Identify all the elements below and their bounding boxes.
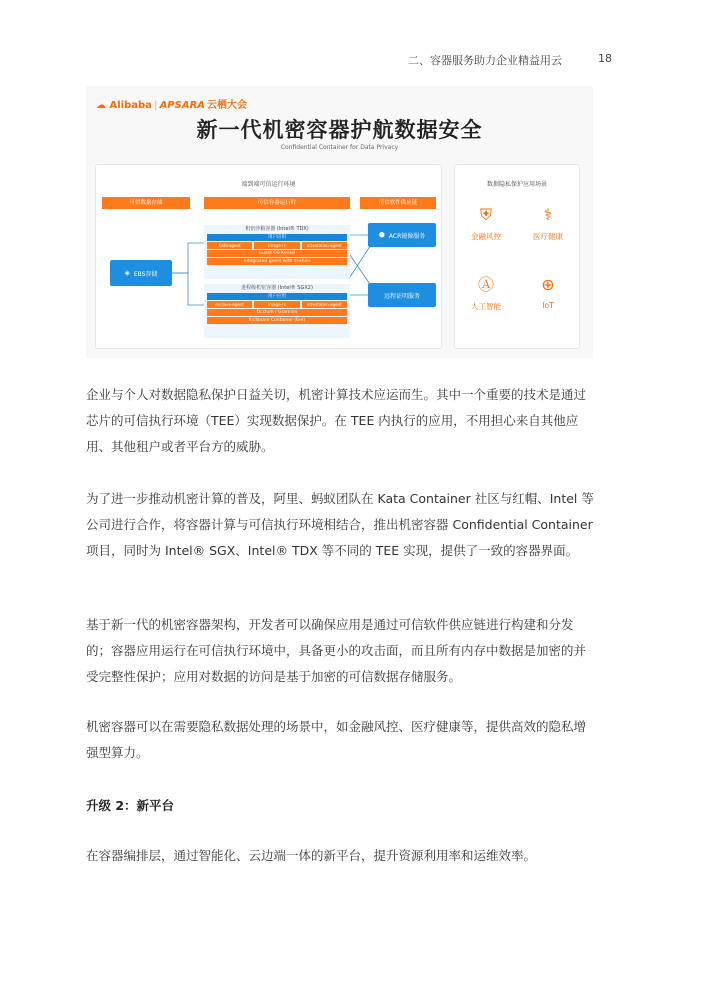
page-number: 18 [598, 52, 612, 65]
ebs-storage: ◈ EBS存储 [110, 260, 172, 286]
figure-subtitle: Confidential Container for Data Privacy [280, 144, 399, 151]
sgx-sandbox-label: 进程级机密容器 (Intel® SGX2) [241, 285, 313, 291]
paragraph-4: 机密容器可以在需要隐私数据处理的场景中，如金融风控、医疗健康等，提供高效的隐私增强型算力。 [86, 719, 587, 760]
remote-attestation-service: 远程证明服务 [368, 283, 436, 307]
right-panel-title: 数据隐私保护应用场景 [486, 181, 547, 188]
scenario-iot: ⊕ IoT [517, 275, 579, 310]
scenario-finance: ⛨ 金融风控 [455, 205, 517, 242]
sgx-agent-1: enclave-agent [207, 301, 252, 308]
tdx-agent-1: Kata-agent [207, 242, 252, 249]
acr-image-service: ⬢ ACR镜像服务 [368, 223, 436, 247]
sgx-sandbox [204, 284, 350, 338]
tdx-kernel: Guest OS Kernel [207, 250, 347, 257]
sgx-container: Inclavare Container (tee) [207, 317, 347, 324]
tdx-firmware: Integrated guest with in-shim [207, 258, 347, 265]
dna-icon: ⚕ [543, 205, 553, 224]
ai-chip-icon: Ⓐ [477, 275, 494, 294]
sgx-user-app: 用户应用 [207, 293, 347, 300]
tdx-agents [207, 242, 347, 249]
tdx-agent-3: attestation-agent [302, 242, 347, 249]
paragraph-3: 基于新一代的机密容器架构，开发者可以确保应用是通过可信软件供应链进行构建和分发的；容器应用运行在可信执行环境中，具备更小的攻击面，而且所有内存中数据是加密的并受完整性保护；应用对数据的访问是基于加密的可信数据存储服务。 [86, 617, 587, 684]
sgx-agent-2: image-rs [254, 301, 299, 308]
scenario-healthcare: ⚕ 医疗健康 [517, 205, 579, 242]
trusted-supply-chain-bar: 可信软件供应链 [360, 197, 436, 209]
sgx-agents [207, 301, 347, 308]
yunqi-logo: 云栖大会 [207, 100, 248, 111]
tdx-sandbox [204, 225, 350, 279]
scenario-ai: Ⓐ 人工智能 [455, 275, 517, 312]
paragraph-1: 企业与个人对数据隐私保护日益关切，机密计算技术应运而生。其中一个重要的技术是通过芯片的可信执行环境（TEE）实现数据保护。在 TEE 内执行的应用，不用担心来自其他应用、其他租户或者平台方的威胁。 [86, 387, 587, 454]
section-title: 二、容器服务助力企业精益用云 [408, 54, 562, 67]
trusted-runtime-bar: 可信容器运行时 [204, 197, 350, 209]
trusted-environment-panel [95, 164, 442, 349]
section-heading: 升级 2：新平台 [86, 798, 175, 813]
page-header [0, 52, 710, 68]
figure-title: 新一代机密容器护航数据安全 [196, 118, 483, 142]
confidential-container-figure [86, 86, 593, 358]
sgx-agent-3: attestation-agent [302, 301, 347, 308]
shield-plus-icon: ⛨ [479, 205, 492, 224]
paragraph-5: 在容器编排层，通过智能化、云边端一体的新平台，提升资源利用率和运维效率。 [86, 848, 537, 863]
alibaba-logo: ☁ Alibaba [96, 100, 152, 111]
tdx-user-app: 用户应用 [207, 234, 347, 241]
tdx-agent-2: Image-rs [254, 242, 299, 249]
storage-icon: ◈ [124, 269, 130, 277]
paragraph-2: 为了进一步推动机密计算的普及，阿里、蚂蚁团队在 Kata Container 社区与红帽、Intel 等公司进行合作，将容器计算与可信执行环境相结合，推出机密容器 Confidential Container 项目，同时为 Intel® SGX、Intel® TDX 等不同的 TEE 实现，提供了一致的容器界面。 [86, 491, 594, 558]
globe-icon: ⊕ [541, 275, 555, 294]
sgx-libos: Occlum / Gramine [207, 309, 347, 316]
conference-logo: ☁ Alibaba | APSARA 云栖大会 [96, 100, 248, 111]
trusted-storage-bar: 可信数据存储 [102, 197, 190, 209]
registry-icon: ⬢ [378, 231, 385, 239]
apsara-logo: APSARA [159, 100, 206, 111]
left-panel-title: 端到端可信运行环境 [241, 181, 296, 188]
privacy-scenarios-panel [454, 164, 580, 349]
tdx-sandbox-label: 机密沙箱容器 (Intel® TDX) [245, 226, 309, 232]
